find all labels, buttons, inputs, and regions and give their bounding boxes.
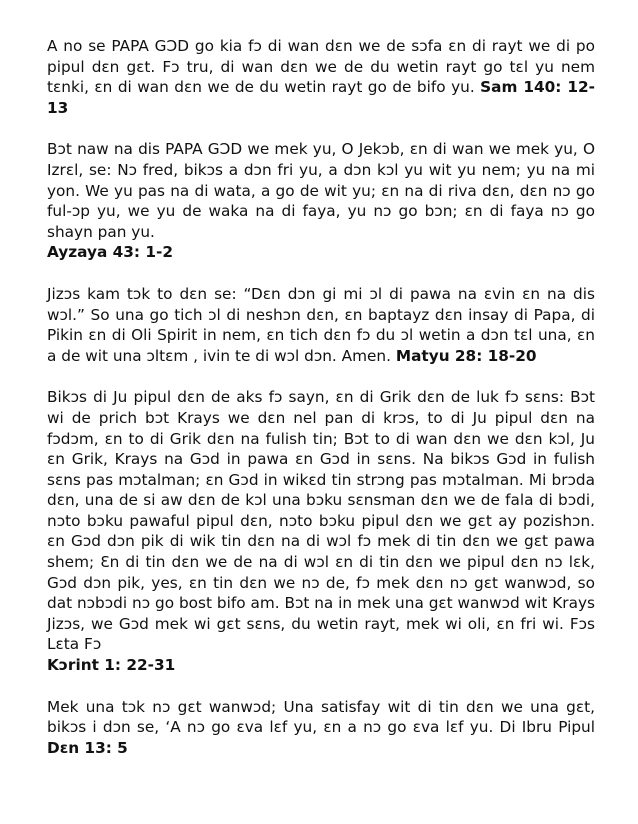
- scripture-reference: Ayzaya 43: 1-2: [47, 243, 174, 262]
- passage-text: Bikɔs di Ju pipul dɛn de aks fɔ sayn, ɛn di Grik dɛn de luk fɔ sɛns: Bɔt wi de prich bɔt Krays we dɛn nel pan di krɔs, to di Ju pipul dɛn na fɔdɔm, ɛn to di Grik dɛn na fulish tin; Bɔt to di wan dɛn we dɛn kɔl, Ju ɛn Grik, Krays na Gɔd in pawa ɛn Gɔd in sɛns. Na bikɔs Gɔd in fulish sɛns pas mɔtalman; ɛn Gɔd in wikɛd tin strɔng pas mɔtalman. Mi brɔda dɛn, una de si aw dɛn de kɔl una bɔku sɛnsman dɛn we de fala di bɔdi, nɔto bɔku pawaful pipul dɛn, nɔto bɔku pipul dɛn we gɛt ay pozishɔn. ɛn Gɔd dɔn pik di wik tin dɛn na di wɔl fɔ mek di tin dɛn we gɛt pawa shem; Ɛn di tin dɛn we de na di wɔl ɛn di tin dɛn we pipul dɛn nɔ lɛk, Gɔd dɔn pik, yes, ɛn tin dɛn we nɔ de, fɔ mek dɛn nɔ gɛt wanwɔd, so dat nɔbɔdi nɔ go bost bifo am. Bɔt na in mek una gɛt wanwɔd wit Krays Jizɔs, we Gɔd mek wi gɛt sɛns, du wetin rayt, mek wi oli, ɛn fri wi. Fɔs Lɛta Fɔ: [47, 388, 595, 654]
- scripture-reference: Dɛn 13: 5: [47, 738, 128, 757]
- scripture-reference: Kɔrint 1: 22-31: [47, 656, 176, 675]
- passage-text: Mek una tɔk nɔ gɛt wanwɔd; Una satisfay wit di tin dɛn we una gɛt, bikɔs i dɔn se, ‘A nɔ go ɛva lɛf yu, ɛn a nɔ go ɛva lɛf yu. Di Ibru Pipul: [47, 697, 595, 737]
- passage-hebrews: [47, 697, 595, 759]
- passage-text: Bɔt naw na dis PAPA GƆD we mek yu, O Jekɔb, ɛn di wan we mek yu, O Izrɛl, se: Nɔ fred, bikɔs a dɔn fri yu, a dɔn kɔl yu wit yu nem; yu na mi yon. We yu pas na di wata, a go de wit yu; ɛn na di riva dɛn, dɛn nɔ go ful-ɔp yu, we yu de waka na di faya, yu nɔ go bɔn; ɛn di faya nɔ go shayn pan yu.: [47, 140, 595, 241]
- passage-matthew: [47, 284, 595, 366]
- passage-corinthians: [47, 387, 595, 675]
- document-page: [47, 36, 595, 779]
- passage-text: Jizɔs kam tɔk to dɛn se: “Dɛn dɔn gi mi ɔl di pawa na ɛvin ɛn na dis wɔl.” So una go tich ɔl di neshɔn dɛn, ɛn baptayz dɛn insay di Papa, di Pikin ɛn di Oli Spirit in nem, ɛn tich dɛn fɔ du ɔl wetin a dɔn tɛl una, ɛn a de wit una ɔltɛm , ivin te di wɔl dɔn. Amen.: [47, 284, 595, 365]
- passage-isaiah: [47, 139, 595, 263]
- scripture-reference: Matyu 28: 18-20: [395, 346, 537, 365]
- passage-text: A no se PAPA GƆD go kia fɔ di wan dɛn we de sɔfa ɛn di rayt we di po pipul dɛn gɛt. Fɔ tru, di wan dɛn we de du wetin rayt go tɛl yu nem tɛnki, ɛn di wan dɛn we de du wetin rayt go de bifo yu.: [47, 37, 595, 97]
- scripture-reference: Sam 140: 12-13: [47, 78, 595, 117]
- passage-psalm: [47, 36, 595, 118]
